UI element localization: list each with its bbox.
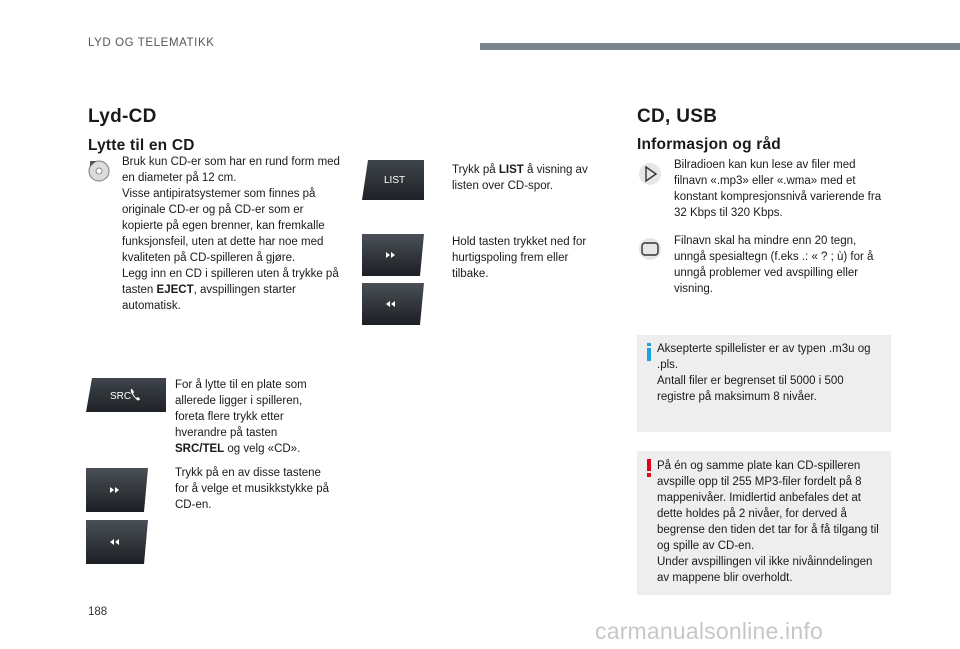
playlist-info: [657, 341, 885, 405]
section-title-lyd-cd: Lyd-CD: [88, 106, 157, 127]
cd-text-3: Legg inn en CD i spilleren uten å trykke på tasten EJECT, avspillingen starter automatisk.: [122, 268, 339, 312]
list-button: [362, 160, 424, 200]
list-instructions: Trykk på LIST å visning av listen over CD-spor.: [452, 164, 588, 192]
cd-instructions: [122, 154, 340, 314]
warning-icon: [645, 459, 653, 477]
playlist-info-1: Aksepterte spillelister er av typen .m3u og .pls.: [657, 343, 871, 371]
arrows-instructions: Trykk på en av disse tastene for å velge et musikkstykke på CD-en.: [175, 467, 330, 511]
cd-text-1: Bruk kun CD-er som har en rund form med en diameter på 12 cm.: [122, 156, 340, 184]
page-number: 188: [88, 606, 108, 618]
src-tel-key: SRC/TEL: [175, 443, 225, 455]
mp3-warning: [657, 458, 887, 586]
cd-icon: [86, 159, 112, 183]
mp3-warning-2: Under avspillingen vil ikke nivåinndelingen av mappene blir overholdt.: [657, 556, 873, 584]
section-title-cd-usb: CD, USB: [637, 106, 718, 127]
list-button-label: LIST: [384, 175, 406, 186]
previous-track-button: [86, 520, 148, 564]
watermark: carmanualsonline.info: [595, 618, 823, 644]
section-header: LYD OG TELEMATIKK: [88, 37, 215, 49]
header-bar: [480, 43, 960, 50]
info-text-1: Bilradioen kan kun lese av filer med filnavn «.mp3» eller «.wma» med et konstant kompresjonsnivå varierende fra 32 Kbps til 320 Kbps.: [674, 159, 882, 219]
src-button-label: SRC: [110, 391, 132, 402]
src-tel-button: [86, 378, 166, 412]
subsection-title-lytte: Lytte til en CD: [88, 137, 195, 154]
hold-instructions: Hold tasten trykket ned for hurtigspoling frem eller tilbake.: [452, 236, 587, 280]
cd-text-2: Visse antipiratsystemer som finnes på originale CD-er og på CD-er som er kopierte på egen brenner, kan fremkalle funksjonsfeil, uten at dette har noe med kvaliteten på CD-spilleren å gjøre.: [122, 188, 325, 264]
info-icon: [645, 343, 653, 361]
info-text-2: Filnavn skal ha mindre enn 20 tegn, unngå spesialtegn (f.eks .: « ? ; ù) for å unngå problemer ved avspilling eller visning.: [674, 235, 874, 295]
display-icon: [638, 238, 662, 260]
play-icon: [638, 162, 662, 186]
subsection-title-info: Informasjon og råd: [637, 136, 781, 153]
playlist-info-2: Antall filer er begrenset til 5000 i 500 registre på maksimum 8 nivåer.: [657, 375, 844, 403]
fast-forward-button: [362, 234, 424, 276]
rewind-button: [362, 283, 424, 325]
list-key: LIST: [498, 164, 524, 176]
src-instructions: For å lytte til en plate som allerede ligger i spilleren, foreta flere trykk etter hverandre på tasten SRC/TEL og velg «CD».: [175, 379, 307, 455]
next-track-button: [86, 468, 148, 512]
eject-key: EJECT: [156, 284, 194, 296]
mp3-warning-1: På én og samme plate kan CD-spilleren avspille opp til 255 MP3-filer fordelt på 8 mappenivåer. Imidlertid anbefales det at dette holdes på 2 nivåer, for derved å begrense den tiden det tar for å få tilgang til og spille av CD-en.: [657, 460, 879, 552]
